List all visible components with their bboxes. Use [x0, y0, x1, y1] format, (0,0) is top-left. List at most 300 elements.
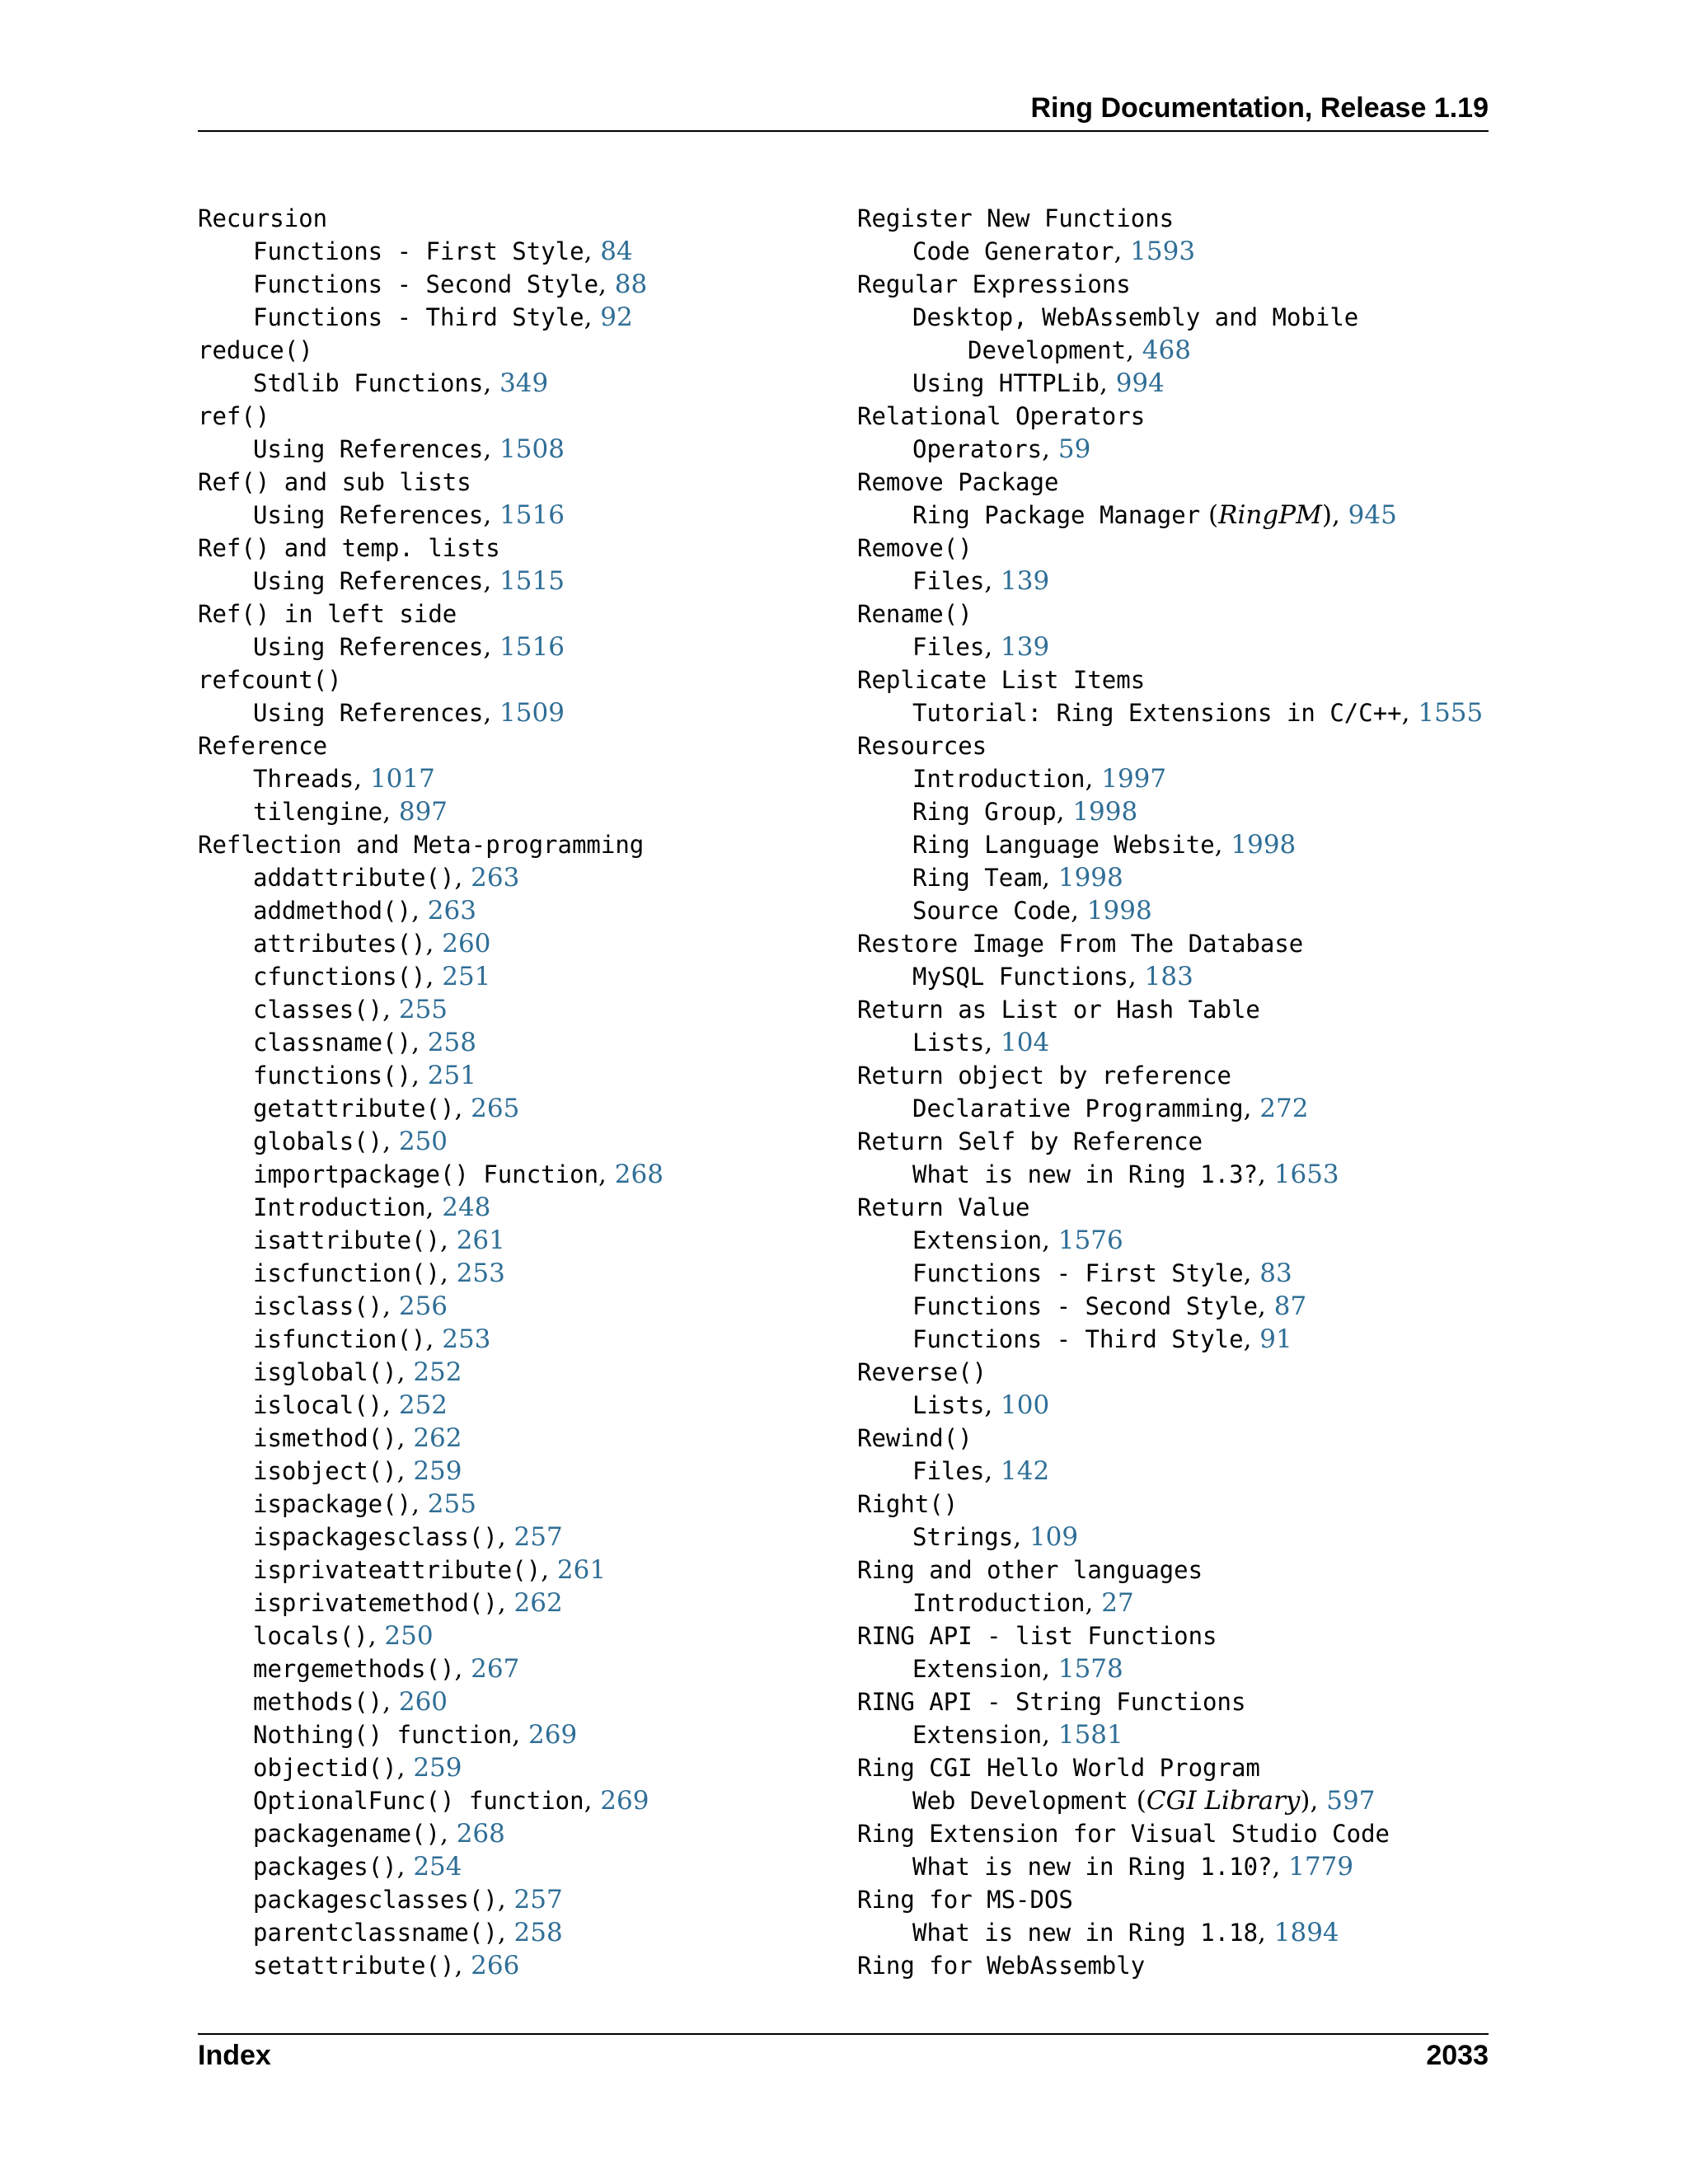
separator-comma: ,	[1128, 962, 1145, 991]
entry-text: Files	[912, 633, 985, 661]
entry-text: Using References	[253, 567, 484, 595]
separator-comma: ,	[584, 237, 601, 266]
page-link[interactable]: 945	[1348, 500, 1397, 530]
page-link[interactable]: 104	[1001, 1028, 1050, 1057]
entry-text: packages()	[253, 1853, 397, 1881]
index-subentry	[857, 1092, 1483, 1125]
separator-comma: ,	[354, 764, 370, 794]
entry-text: importpackage() Function	[253, 1160, 599, 1188]
entry-text: cfunctions()	[253, 963, 426, 991]
page-link[interactable]: 261	[456, 1226, 505, 1255]
entry-text: isattribute()	[253, 1226, 440, 1254]
page-link[interactable]: 1997	[1101, 764, 1167, 794]
index-subentry	[198, 1191, 663, 1224]
index-subentry	[857, 630, 1483, 663]
index-term	[198, 202, 663, 235]
entry-text: Remove Package	[857, 468, 1059, 496]
page-link[interactable]: 1508	[499, 434, 565, 464]
page-link[interactable]: 250	[398, 1127, 448, 1156]
entry-text: globals()	[253, 1127, 383, 1155]
index-term	[857, 1751, 1483, 1784]
entry-text: What is new in Ring 1.10?	[912, 1853, 1273, 1881]
index-subentry	[857, 1290, 1483, 1323]
index-subentry	[198, 927, 663, 960]
separator-comma: ,	[411, 1028, 428, 1057]
page-link[interactable]: 1516	[499, 500, 565, 530]
page-link[interactable]: 1581	[1057, 1720, 1123, 1750]
index-term	[857, 1619, 1483, 1652]
entry-text: Functions - Second Style	[253, 270, 599, 298]
entry-text: iscfunction()	[253, 1259, 440, 1287]
separator-comma: ,	[382, 797, 399, 827]
page-link[interactable]: 260	[442, 929, 491, 958]
separator-comma: ,	[425, 962, 443, 991]
separator-comma: ,	[454, 1654, 471, 1684]
index-subentry	[198, 1554, 663, 1586]
index-subentry	[857, 1718, 1483, 1751]
index-term	[857, 1488, 1483, 1521]
entry-text: isclass()	[253, 1292, 383, 1320]
page-link[interactable]: 248	[442, 1193, 491, 1222]
index-term	[857, 532, 1483, 565]
index-term	[857, 1125, 1483, 1158]
page-link[interactable]: 349	[499, 368, 549, 398]
page-link[interactable]: 1593	[1130, 237, 1196, 266]
page-link[interactable]: 262	[513, 1588, 563, 1618]
page-link[interactable]: 1779	[1288, 1852, 1354, 1882]
entry-text: Declarative Programming	[912, 1094, 1244, 1122]
page-link[interactable]: 267	[471, 1654, 520, 1684]
entry-text: isfunction()	[253, 1325, 426, 1353]
entry-text: Remove()	[857, 534, 973, 562]
separator-comma: ,	[425, 929, 443, 958]
index-term	[857, 1817, 1483, 1850]
entry-text: Tutorial: Ring Extensions in C/C++	[912, 699, 1402, 727]
entry-text: Stdlib Functions	[253, 369, 484, 397]
entry-text: isprivatemethod()	[253, 1589, 498, 1617]
page-link[interactable]: 1509	[499, 698, 565, 728]
page-link[interactable]: 257	[513, 1885, 563, 1915]
entry-text: Nothing() function	[253, 1721, 513, 1749]
entry-text: Ring CGI Hello World Program	[857, 1754, 1260, 1782]
page-link[interactable]: 263	[427, 896, 476, 926]
entry-text: Strings	[912, 1523, 1014, 1551]
entry-text: Ring Team	[912, 864, 1043, 892]
page-link[interactable]: 27	[1101, 1588, 1134, 1618]
index-subentry	[857, 1652, 1483, 1685]
page-link[interactable]: 252	[398, 1390, 448, 1420]
entry-text: Reverse()	[857, 1358, 987, 1386]
entry-text: getattribute()	[253, 1094, 455, 1122]
index-subentry	[198, 1619, 663, 1652]
page-link[interactable]: 1653	[1273, 1160, 1339, 1189]
page-link[interactable]: 1998	[1231, 830, 1296, 860]
index-term	[857, 1059, 1483, 1092]
index-subentry	[198, 1718, 663, 1751]
separator-comma: ,	[1042, 863, 1058, 893]
page-link[interactable]: 59	[1057, 434, 1091, 464]
entry-text: Ring and other languages	[857, 1556, 1203, 1584]
index-subentry	[198, 762, 663, 795]
index-subentry	[857, 795, 1483, 828]
separator-comma: ,	[1243, 1324, 1260, 1354]
index-subentry	[198, 1290, 663, 1323]
index-column-right	[857, 202, 1483, 1982]
index-term	[857, 993, 1483, 1026]
page-link[interactable]: 84	[600, 237, 633, 266]
index-subentry	[857, 334, 1483, 367]
index-subentry	[857, 1158, 1483, 1191]
index-subentry	[198, 235, 663, 268]
page-link[interactable]: 256	[398, 1291, 448, 1321]
separator-comma: ,	[411, 896, 428, 926]
page-link[interactable]: 142	[1001, 1456, 1050, 1486]
separator-comma: ,	[1258, 1291, 1274, 1321]
entry-text: RING API - list Functions	[857, 1622, 1217, 1650]
separator-comma: ,	[984, 1028, 1001, 1057]
entry-text: Development	[968, 336, 1127, 364]
entry-text: Introduction	[912, 1589, 1085, 1617]
index-subentry	[857, 1224, 1483, 1257]
index-term	[198, 729, 663, 762]
index-term	[198, 663, 663, 696]
index-subentry	[198, 301, 663, 334]
index-subentry	[857, 1455, 1483, 1488]
entry-text: objectid()	[253, 1754, 397, 1782]
index-subentry	[198, 1586, 663, 1619]
entry-text: ispackagesclass()	[253, 1523, 498, 1551]
separator-comma: ,	[1243, 1258, 1260, 1288]
page-link[interactable]: 1578	[1057, 1654, 1123, 1684]
page-link[interactable]: 269	[528, 1720, 578, 1750]
entry-text: Extension	[912, 1655, 1043, 1683]
page-link[interactable]: 251	[442, 962, 491, 991]
entry-text: methods()	[253, 1688, 383, 1716]
page-link[interactable]: 269	[600, 1786, 649, 1816]
page-link[interactable]: 263	[471, 863, 520, 893]
separator-comma: ,	[368, 1621, 385, 1651]
separator-comma: ,	[1042, 1654, 1058, 1684]
page-link[interactable]: 1555	[1418, 698, 1484, 728]
page-link[interactable]: 253	[442, 1324, 491, 1354]
index-subentry	[857, 301, 1483, 334]
separator-comma: ,	[382, 1127, 399, 1156]
page-link[interactable]: 1017	[369, 764, 435, 794]
page-link[interactable]: 994	[1115, 368, 1165, 398]
separator-comma: ,	[598, 269, 615, 299]
separator-comma: ,	[497, 1885, 514, 1915]
index-subentry	[198, 1817, 663, 1850]
entry-text: Ref() in left side	[198, 600, 457, 628]
separator-comma: ,	[1042, 1720, 1058, 1750]
entry-text: Files	[912, 1457, 985, 1485]
separator-comma: ,	[483, 698, 500, 728]
page-link[interactable]: 257	[513, 1522, 563, 1552]
entry-text: Using References	[253, 435, 484, 463]
page-link[interactable]: 253	[456, 1258, 505, 1288]
entry-text: Introduction	[912, 765, 1085, 793]
page-link[interactable]: 1998	[1086, 896, 1152, 926]
entry-text: Lists	[912, 1029, 985, 1057]
entry-text: tilengine	[253, 798, 383, 826]
separator-comma: ,	[984, 1456, 1001, 1486]
page-link[interactable]: 88	[614, 269, 648, 299]
index-subentry	[198, 499, 663, 532]
entry-text: Return Value	[857, 1193, 1030, 1221]
running-header-title: Ring Documentation, Release 1.19	[1030, 92, 1489, 124]
index-term	[198, 532, 663, 565]
index-subentry	[198, 894, 663, 927]
separator-comma: ,	[439, 1226, 457, 1255]
entry-text: classes()	[253, 996, 383, 1024]
entry-text: packagesclasses()	[253, 1886, 498, 1914]
page-link[interactable]: 254	[413, 1852, 462, 1882]
page-link[interactable]: 258	[427, 1028, 476, 1057]
separator-comma: ,	[984, 632, 1001, 662]
index-subentry	[857, 1586, 1483, 1619]
separator-comma: ,	[483, 566, 500, 596]
index-subentry	[198, 268, 663, 301]
index-subentry	[857, 1784, 1483, 1817]
entry-text: Web Development	[912, 1787, 1128, 1815]
separator-comma: ,	[425, 1324, 443, 1354]
page-link[interactable]: 1515	[499, 566, 565, 596]
entry-text: Reference	[198, 732, 328, 760]
entry-text: Using References	[253, 501, 484, 529]
entry-text: RING API - String Functions	[857, 1688, 1246, 1716]
separator-comma: ,	[1126, 335, 1142, 365]
page-link[interactable]: 259	[413, 1753, 462, 1783]
entry-text: Functions - Third Style	[253, 303, 584, 331]
index-subentry	[198, 1323, 663, 1356]
page-link[interactable]: 87	[1273, 1291, 1307, 1321]
entry-text: Return Self by Reference	[857, 1127, 1203, 1155]
index-subentry	[198, 1389, 663, 1422]
index-subentry	[857, 433, 1483, 466]
page-link[interactable]: 139	[1001, 566, 1050, 596]
header-rule	[198, 130, 1489, 132]
page-link[interactable]: 183	[1144, 962, 1193, 991]
index-subentry	[198, 1455, 663, 1488]
separator-comma: ,	[411, 1489, 428, 1519]
entry-qualifier: RingPM	[1218, 500, 1322, 530]
index-subentry	[198, 1784, 663, 1817]
index-subentry	[198, 861, 663, 894]
entry-text: Ref() and temp. lists	[198, 534, 500, 562]
index-column-left	[198, 202, 663, 1982]
entry-text: isprivateattribute()	[253, 1556, 542, 1584]
page-link[interactable]: 261	[556, 1555, 607, 1585]
entry-text: Lists	[912, 1391, 985, 1419]
entry-text: attributes()	[253, 930, 426, 958]
separator-comma: ,	[1114, 237, 1131, 266]
index-term	[198, 334, 663, 367]
index-subentry	[198, 1751, 663, 1784]
page-link[interactable]: 255	[398, 995, 448, 1024]
index-term	[198, 828, 663, 861]
entry-text: packagename()	[253, 1820, 440, 1848]
separator-comma: ,	[382, 1390, 399, 1420]
index-term	[857, 202, 1483, 235]
entry-text: Threads	[253, 765, 354, 793]
index-subentry	[198, 1652, 663, 1685]
page-link[interactable]: 92	[600, 302, 633, 332]
separator-comma: ,	[454, 1094, 471, 1123]
entry-text: Ring Extension for Visual Studio Code	[857, 1820, 1390, 1848]
separator-comma: ,	[483, 434, 500, 464]
page-link[interactable]: 265	[471, 1094, 520, 1123]
separator-comma: ,	[396, 1753, 414, 1783]
index-subentry	[198, 696, 663, 729]
page-link[interactable]: 262	[413, 1423, 462, 1453]
page-link[interactable]: 268	[456, 1819, 505, 1849]
page-link[interactable]: 1998	[1057, 863, 1123, 893]
entry-text: Recursion	[198, 204, 328, 232]
index-subentry	[198, 1092, 663, 1125]
index-subentry	[198, 367, 663, 400]
index-term	[198, 598, 663, 630]
page-link[interactable]: 1894	[1273, 1918, 1339, 1947]
entry-qualifier: CGI Library	[1146, 1786, 1301, 1816]
page-link[interactable]: 260	[398, 1687, 448, 1717]
footer-page-number: 2033	[1426, 2040, 1489, 2071]
separator-comma: ,	[598, 1160, 615, 1189]
separator-comma: ,	[1085, 1588, 1102, 1618]
page-link[interactable]: 109	[1029, 1522, 1079, 1552]
page-link[interactable]: 597	[1326, 1786, 1376, 1816]
entry-text: Rename()	[857, 600, 973, 628]
index-subentry	[198, 1488, 663, 1521]
page-link[interactable]: 272	[1259, 1094, 1309, 1123]
page-link[interactable]: 252	[413, 1357, 462, 1387]
page-link[interactable]: 266	[471, 1951, 520, 1980]
index-subentry	[857, 1323, 1483, 1356]
entry-text: Ring Group	[912, 798, 1057, 826]
index-subentry	[198, 1685, 663, 1718]
index-subentry	[857, 861, 1483, 894]
page-link[interactable]: 100	[1001, 1390, 1050, 1420]
entry-text: isobject()	[253, 1457, 397, 1485]
index-subentry	[198, 1422, 663, 1455]
separator-comma: ,	[1331, 500, 1348, 530]
index-term	[198, 400, 663, 433]
separator-comma: ,	[396, 1423, 414, 1453]
page-link[interactable]: 259	[413, 1456, 462, 1486]
footer-section-label: Index	[198, 2040, 271, 2071]
index-term	[857, 1685, 1483, 1718]
entry-text: Resources	[857, 732, 987, 760]
entry-text: Return object by reference	[857, 1062, 1231, 1090]
entry-text: mergemethods()	[253, 1655, 455, 1683]
separator-comma: ,	[396, 1357, 414, 1387]
entry-text: Files	[912, 567, 985, 595]
entry-text: Ring for MS-DOS	[857, 1886, 1073, 1914]
index-subentry	[198, 1850, 663, 1883]
index-subentry	[857, 1521, 1483, 1554]
entry-text: Code Generator	[912, 237, 1114, 265]
entry-text: Operators	[912, 435, 1043, 463]
page-link[interactable]: 258	[513, 1918, 563, 1947]
page-link[interactable]: 1576	[1057, 1226, 1123, 1255]
entry-text: ref()	[198, 402, 270, 430]
separator-comma: ,	[454, 1951, 471, 1980]
index-term	[198, 466, 663, 499]
page-link[interactable]: 250	[384, 1621, 434, 1651]
paren-open: (	[1200, 500, 1219, 530]
page-link[interactable]: 255	[427, 1489, 476, 1519]
separator-comma: ,	[497, 1588, 514, 1618]
separator-comma: ,	[1085, 764, 1102, 794]
entry-text: Rewind()	[857, 1424, 973, 1452]
separator-comma: ,	[584, 1786, 601, 1816]
page-link[interactable]: 1998	[1072, 797, 1138, 827]
entry-text: Extension	[912, 1721, 1043, 1749]
separator-comma: ,	[1099, 368, 1116, 398]
entry-text: Functions - First Style	[912, 1259, 1244, 1287]
index-term	[857, 1883, 1483, 1916]
entry-text: Return as List or Hash Table	[857, 996, 1260, 1024]
index-subentry	[198, 1224, 663, 1257]
page-link[interactable]: 468	[1142, 335, 1191, 365]
index-subentry	[857, 1850, 1483, 1883]
entry-text: ismethod()	[253, 1424, 397, 1452]
entry-text: Using HTTPLib	[912, 369, 1100, 397]
index-term	[857, 400, 1483, 433]
footer-rule	[198, 2033, 1489, 2035]
index-subentry	[198, 1356, 663, 1389]
entry-text: Introduction	[253, 1193, 426, 1221]
paren-close: )	[1300, 1786, 1311, 1816]
entry-text: Using References	[253, 633, 484, 661]
entry-text: Ring Language Website	[912, 831, 1215, 859]
separator-comma: ,	[1214, 830, 1231, 860]
index-subentry	[857, 367, 1483, 400]
index-subentry	[857, 828, 1483, 861]
separator-comma: ,	[439, 1258, 457, 1288]
index-term	[857, 1554, 1483, 1586]
separator-comma: ,	[497, 1918, 514, 1947]
page-link[interactable]: 897	[398, 797, 448, 827]
entry-text: refcount()	[198, 666, 342, 694]
index-term	[857, 1422, 1483, 1455]
page-link[interactable]: 268	[614, 1160, 663, 1189]
entry-text: Regular Expressions	[857, 270, 1131, 298]
index-subentry	[857, 960, 1483, 993]
index-subentry	[198, 1125, 663, 1158]
index-subentry	[857, 762, 1483, 795]
separator-comma: ,	[483, 500, 500, 530]
separator-comma: ,	[984, 1390, 1001, 1420]
index-term	[857, 927, 1483, 960]
entry-text: Register New Functions	[857, 204, 1175, 232]
page-link[interactable]: 139	[1001, 632, 1050, 662]
separator-comma: ,	[454, 863, 471, 893]
entry-text: What is new in Ring 1.18	[912, 1919, 1259, 1947]
index-subentry	[857, 1389, 1483, 1422]
separator-comma: ,	[396, 1852, 414, 1882]
separator-comma: ,	[411, 1061, 428, 1090]
page-link[interactable]: 83	[1259, 1258, 1292, 1288]
separator-comma: ,	[382, 1687, 399, 1717]
entry-text: OptionalFunc() function	[253, 1787, 584, 1815]
entry-text: Relational Operators	[857, 402, 1146, 430]
entry-text: Right()	[857, 1490, 959, 1518]
page-link[interactable]: 251	[427, 1061, 476, 1090]
entry-text: Ring for WebAssembly	[857, 1952, 1146, 1980]
page-link[interactable]: 91	[1259, 1324, 1292, 1354]
index-subentry	[857, 565, 1483, 598]
page-link[interactable]: 1516	[499, 632, 565, 662]
